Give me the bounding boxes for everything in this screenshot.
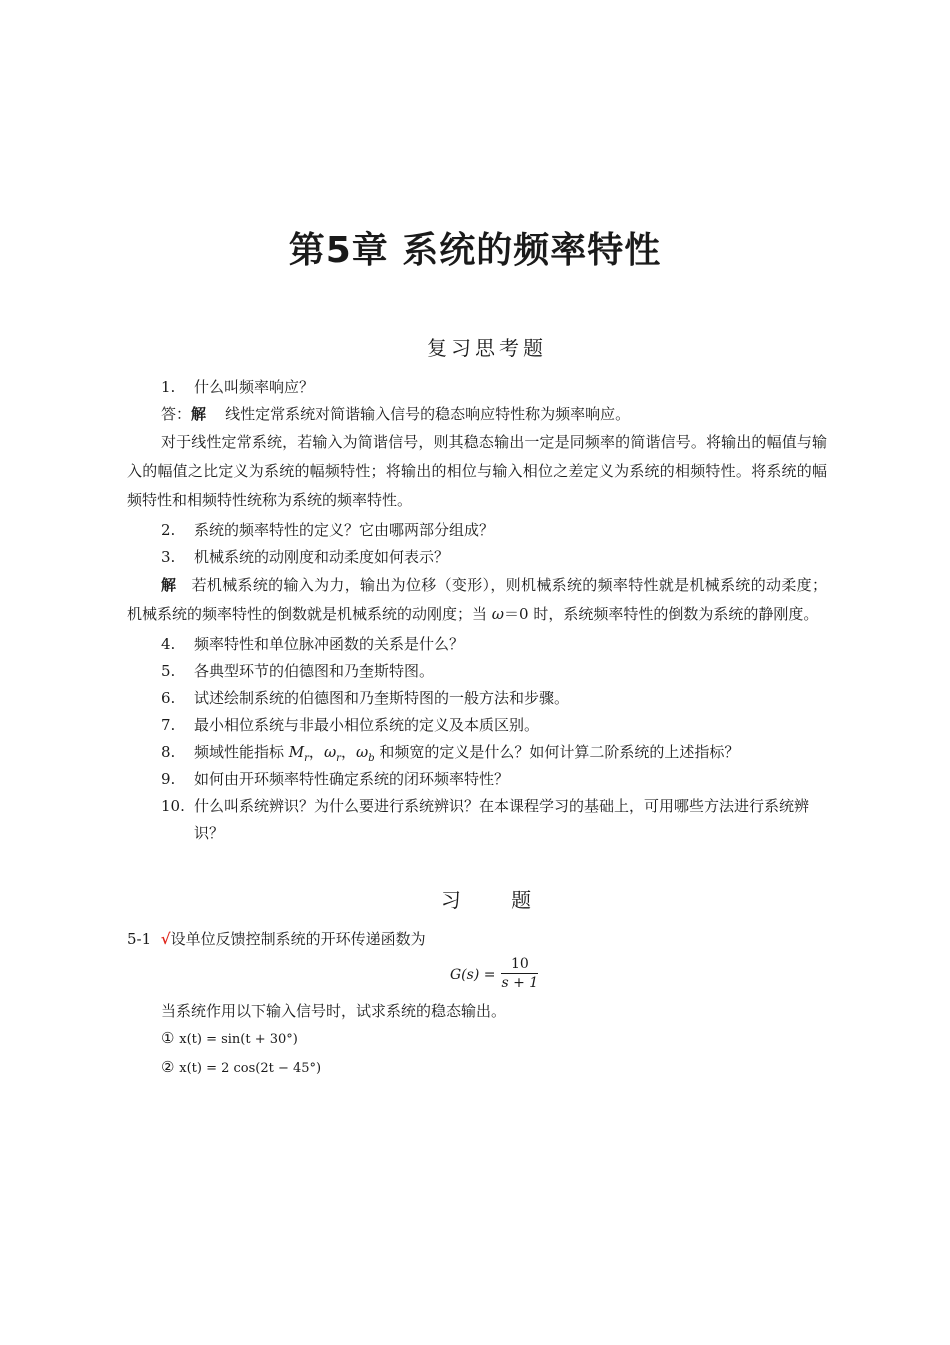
question-item [127, 517, 827, 544]
question-text: 什么叫频率响应？ [194, 378, 315, 396]
question-number: 5. [161, 662, 176, 680]
formula-numerator: 10 [510, 956, 529, 972]
question-number: 1. [161, 378, 176, 396]
question-text: 最小相位系统与非最小相位系统的定义及本质区别。 [194, 716, 540, 734]
answer-text-pre: 若机械系统的输入为力，输出为位移（变形），则机械系统的频率特性就是机械系统的动柔度；机械系统的频率特性的倒数就是机械系统的动刚度；当 [127, 576, 827, 623]
question-number: 3. [161, 548, 176, 566]
item-expression: x(t) = 2 cos(2t − 45°) [179, 1061, 322, 1076]
chapter-title: 第5章 系统的频率特性 [288, 230, 662, 271]
answer-label: 答： [161, 405, 192, 423]
item-marker: ① [161, 1029, 175, 1047]
formula-denominator: s + 1 [501, 975, 539, 991]
subscript-b: b [368, 753, 375, 764]
symbol-m: M [288, 743, 305, 761]
problem-item [161, 1029, 298, 1047]
solution-label: 解 [191, 405, 207, 423]
subscript-r: r [336, 753, 341, 764]
problem-instruction: 当系统作用以下输入信号时，试求系统的稳态输出。 [161, 1002, 507, 1020]
question-number: 7. [161, 716, 176, 734]
exercise-section-title: 习 题 [440, 888, 554, 912]
question-item [127, 739, 827, 766]
question-text: 试述绘制系统的伯德图和乃奎斯特图的一般方法和步骤。 [194, 689, 570, 707]
question-text: 机械系统的动刚度和动柔度如何表示？ [194, 548, 450, 566]
answer-text: 线性定常系统对简谐输入信号的稳态响应特性称为频率响应。 [225, 405, 631, 423]
question-text-post: 和频宽的定义是什么？如何计算二阶系统的上述指标？ [374, 743, 740, 761]
item-expression: x(t) = sin(t + 30°) [179, 1032, 298, 1047]
question-number: 10. [161, 797, 185, 815]
problem-header [127, 928, 426, 949]
symbol-omega: ω [355, 743, 369, 761]
question-text: 频率特性和单位脉冲函数的关系是什么？ [194, 635, 465, 653]
question-number: 2. [161, 521, 176, 539]
item-marker: ② [161, 1058, 175, 1076]
question-number: 4. [161, 635, 176, 653]
question-item [127, 631, 827, 658]
question-text: 如何由开环频率特性确定系统的闭环频率特性？ [194, 770, 510, 788]
answer-text-post: 时，系统频率特性的倒数为系统的静刚度。 [528, 605, 819, 623]
question-item [127, 374, 827, 401]
checkmark-icon: √ [160, 930, 171, 948]
symbol-omega: ω [323, 743, 337, 761]
question-item [127, 685, 827, 712]
answer-paragraph: 对于线性定常系统，若输入为简谐信号，则其稳态输出一定是同频率的简谐信号。将输出的幅值与输入的幅值之比定义为系统的幅频特性；将输出的相位与输入相位之差定义为系统的相频特性。将系统的幅频特性和相频特性统称为系统的频率特性。 [127, 433, 827, 509]
omega-symbol: ω [491, 605, 505, 623]
separator: ， [340, 743, 356, 761]
formula-fraction [501, 956, 538, 993]
question-item [127, 766, 827, 793]
question-text: 什么叫系统辨识？为什么要进行系统辨识？在本课程学习的基础上，可用哪些方法进行系统辨识？ [194, 797, 810, 842]
omega-equals: ＝0 [504, 605, 529, 623]
answer-line [127, 401, 827, 428]
problem-number: 5-1 [127, 930, 152, 948]
review-questions [127, 374, 827, 847]
question-number: 6. [161, 689, 176, 707]
question-item [127, 793, 827, 847]
question-text: 各典型环节的伯德图和乃奎斯特图。 [194, 662, 435, 680]
question-text-pre: 频域性能指标 [194, 743, 289, 761]
separator: ， [308, 743, 324, 761]
problem-item [161, 1058, 321, 1076]
transfer-function-formula [450, 956, 538, 993]
question-item [127, 658, 827, 685]
problem-statement: 设单位反馈控制系统的开环传递函数为 [170, 930, 426, 948]
solution-label: 解 [161, 576, 177, 594]
review-section-title: 复习思考题 [427, 336, 547, 360]
subscript-r: r [304, 753, 309, 764]
formula-lhs: G(s) = [450, 966, 496, 983]
question-number: 9. [161, 770, 176, 788]
answer-paragraph [127, 571, 827, 629]
question-item [127, 712, 827, 739]
question-item [127, 544, 827, 571]
question-text: 系统的频率特性的定义？它由哪两部分组成？ [194, 521, 495, 539]
question-number: 8. [161, 743, 176, 761]
